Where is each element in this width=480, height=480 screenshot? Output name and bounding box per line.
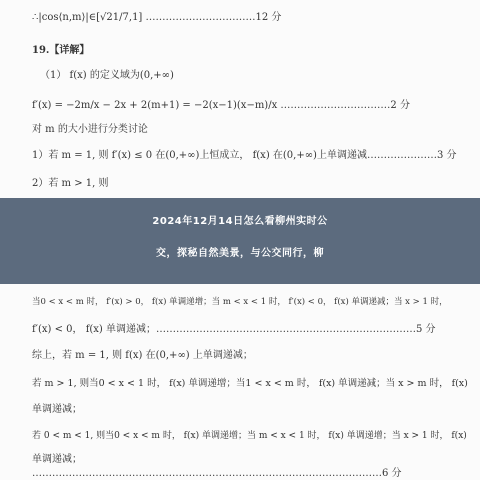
text-line: 综上，若 m = 1, 则 f(x) 在(0,+∞) 上单调递减； xyxy=(32,350,253,361)
text-line: f′(x) < 0， f(x) 单调递减；……………………………………………………………………5 分 xyxy=(32,324,436,335)
text-line: 对 m 的大小进行分类讨论 xyxy=(32,124,148,135)
banner-title-line-1: 2024年12月14日怎么看柳州实时公 xyxy=(152,216,328,227)
text-line: 单调递减； xyxy=(32,454,82,465)
text-line: 当0 < x < m 时， f′(x) > 0， f(x) 单调递增；当 m < x < 1 时， f′(x) < 0， f(x) 单调递减；当 x > 1 时， xyxy=(32,297,448,307)
section-heading: 19.【详解】 xyxy=(32,45,90,56)
formula-line: f′(x) = −2m/x − 2x + 2(m+1) = −2(x−1)(x−m)/x ……………………………2 分 xyxy=(32,100,410,111)
text-line: 若 m > 1, 则当0 < x < 1 时， f(x) 单调递增；当1 < x < m 时， f(x) 单调递减；当 x > m 时， f(x) xyxy=(32,378,468,389)
banner-title-line-2: 交，探秘自然美景，与公交同行，柳 xyxy=(156,248,324,259)
text-line: （1） f(x) 的定义域为(0,+∞) xyxy=(40,70,174,81)
title-banner xyxy=(0,198,480,284)
text-line: 若 0 < m < 1, 则当0 < x < m 时， f(x) 单调递增；当 m < x < 1 时， f(x) 单调递增；当 x > 1 时， f(x) xyxy=(32,431,467,441)
text-line: ∴|cos⟨n,m⟩|∈[√21/7,1] ……………………………12 分 xyxy=(32,12,282,23)
text-line: 单调递减； xyxy=(32,404,82,415)
text-line: ……………………………………………………………………………………………6 分 xyxy=(32,468,402,479)
text-line: 1）若 m = 1, 则 f′(x) ≤ 0 在(0,+∞)上恒成立， f(x) 在(0,+∞)上单调递减…………………3 分 xyxy=(32,150,457,161)
text-line: 2）若 m > 1, 则 xyxy=(32,178,109,189)
